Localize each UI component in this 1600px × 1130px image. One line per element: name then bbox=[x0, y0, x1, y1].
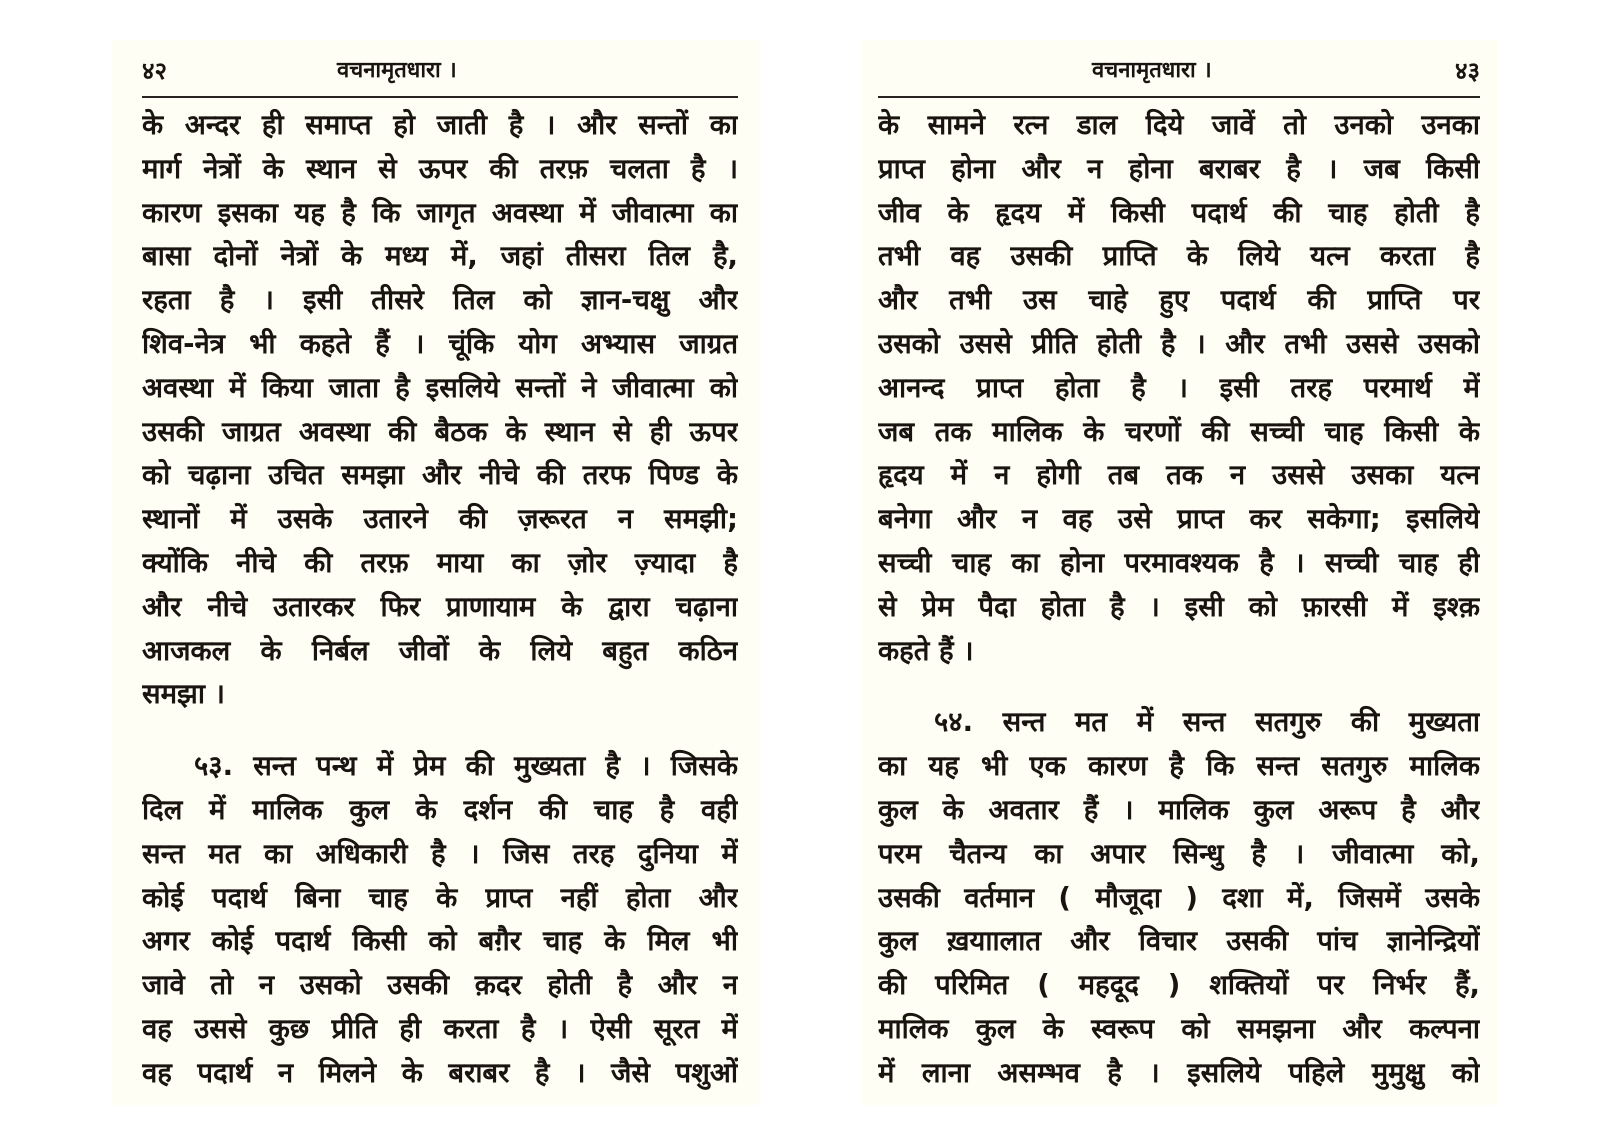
text-line: का यह भी एक कारण है कि सन्त सतगुरु मालिक bbox=[878, 750, 1480, 783]
page-number: ४३ bbox=[1455, 57, 1480, 85]
text-line: को चढ़ाना उचित समझा और नीचे की तरफ पिण्ड के bbox=[142, 459, 738, 492]
text-line: उसको उससे प्रीति होती है । और तभी उससे उसको bbox=[878, 327, 1480, 360]
text-line: कुल ख़याालात और विचार उसकी पांच ज्ञानेन्द्रियों bbox=[878, 925, 1480, 958]
left-page-header bbox=[142, 40, 738, 98]
text-line: कुल के अवतार हैं । मालिक कुल अरूप है और bbox=[878, 793, 1480, 826]
right-page bbox=[862, 40, 1498, 1105]
paragraph-gap bbox=[878, 673, 1480, 701]
text-line: बनेगा और न वह उसे प्राप्त कर सकेगा; इसलिये bbox=[878, 503, 1480, 536]
running-title: वचनामृतधारा । bbox=[337, 58, 457, 83]
text-line: हृदय में न होगी तब तक न उससे उसका यत्न bbox=[878, 459, 1480, 492]
text-line: और नीचे उतारकर फिर प्राणायाम के द्वारा चढ़ाना bbox=[142, 590, 738, 623]
text-line: आजकल के निर्बल जीवों के लिये बहुत कठिन bbox=[142, 634, 738, 667]
text-line: बासा दोनों नेत्रों के मध्य में, जहां तीसरा तिल है, bbox=[142, 240, 738, 273]
text-line: वह उससे कुछ प्रीति ही करता है । ऐसी सूरत में bbox=[142, 1012, 738, 1045]
text-line: जावे तो न उसको उसकी क़दर होती है और न bbox=[142, 969, 738, 1002]
text-line: दिल में मालिक कुल के दर्शन की चाह है वही bbox=[142, 793, 738, 826]
text-line: सन्त मत का अधिकारी है । जिस तरह दुनिया में bbox=[142, 837, 738, 870]
left-page-body bbox=[142, 104, 738, 1096]
text-line: प्राप्त होना और न होना बराबर है । जब किसी bbox=[878, 152, 1480, 185]
text-line: जीव के हृदय में किसी पदार्थ की चाह होती है bbox=[878, 196, 1480, 229]
text-line: अवस्था में किया जाता है इसलिये सन्तों ने जीवात्मा को bbox=[142, 371, 738, 404]
text-line: रहता है । इसी तीसरे तिल को ज्ञान-चक्षु और bbox=[142, 284, 738, 317]
text-line: परम चैतन्य का अपार सिन्धु है । जीवात्मा को, bbox=[878, 837, 1480, 870]
text-line: अगर कोई पदार्थ किसी को बग़ैर चाह के मिल भी bbox=[142, 925, 738, 958]
paragraph-53-first-line: ५३. सन्त पन्थ में प्रेम की मुख्यता है । जिसके bbox=[194, 750, 738, 783]
text-line: कारण इसका यह है कि जागृत अवस्था में जीवात्मा का bbox=[142, 196, 738, 229]
running-title: वचनामृतधारा । bbox=[1092, 58, 1212, 83]
text-line: आनन्द प्राप्त होता है । इसी तरह परमार्थ में bbox=[878, 371, 1480, 404]
text-line: के अन्दर ही समाप्त हो जाती है । और सन्तों का bbox=[142, 109, 738, 141]
text-line: कहते हैं । bbox=[878, 634, 974, 667]
text-line: में लाना असम्भव है । इसलिये पहिले मुमुक्षु को bbox=[878, 1056, 1480, 1089]
text-line: और तभी उस चाहे हुए पदार्थ की प्राप्ति पर bbox=[878, 284, 1480, 317]
text-line: कोई पदार्थ बिना चाह के प्राप्त नहीं होता और bbox=[142, 881, 738, 914]
text-line: सच्ची चाह का होना परमावश्यक है । सच्ची चाह ही bbox=[878, 546, 1480, 579]
right-page-header bbox=[878, 40, 1480, 98]
text-line: से प्रेम पैदा होता है । इसी को फ़ारसी में इश्क़ bbox=[878, 590, 1480, 623]
text-line: मार्ग नेत्रों के स्थान से ऊपर की तरफ़ चलता है । bbox=[142, 152, 738, 185]
right-page-body bbox=[878, 104, 1480, 1096]
text-line: स्थानों में उसके उतारने की ज़रूरत न समझी; bbox=[142, 503, 738, 536]
paragraph-gap bbox=[142, 717, 738, 745]
text-line: शिव-नेत्र भी कहते हैं । चूंकि योग अभ्यास जाग्रत bbox=[142, 327, 738, 360]
page-number: ४२ bbox=[142, 57, 167, 85]
text-line: उसकी वर्तमान ( मौजूदा ) दशा में, जिसमें उसके bbox=[878, 881, 1480, 914]
text-line: क्योंकि नीचे की तरफ़ माया का ज़ोर ज़्यादा है bbox=[142, 546, 738, 579]
text-line: की परिमित ( महदूद ) शक्तियों पर निर्भर हैं, bbox=[878, 969, 1480, 1002]
text-line: तभी वह उसकी प्राप्ति के लिये यत्न करता है bbox=[878, 240, 1480, 273]
paragraph-54-first-line: ५४. सन्त मत में सन्त सतगुरु की मुख्यता bbox=[934, 706, 1480, 739]
text-line: के सामने रत्न डाल दिये जावें तो उनको उनका bbox=[878, 109, 1480, 141]
left-page bbox=[112, 40, 760, 1105]
text-line: मालिक कुल के स्वरूप को समझना और कल्पना bbox=[878, 1012, 1480, 1045]
text-line: समझा । bbox=[142, 678, 225, 711]
text-line: उसकी जाग्रत अवस्था की बैठक के स्थान से ही ऊपर bbox=[142, 415, 738, 448]
text-line: जब तक मालिक के चरणों की सच्ची चाह किसी के bbox=[878, 415, 1480, 448]
text-line: वह पदार्थ न मिलने के बराबर है । जैसे पशुओं bbox=[142, 1056, 738, 1089]
